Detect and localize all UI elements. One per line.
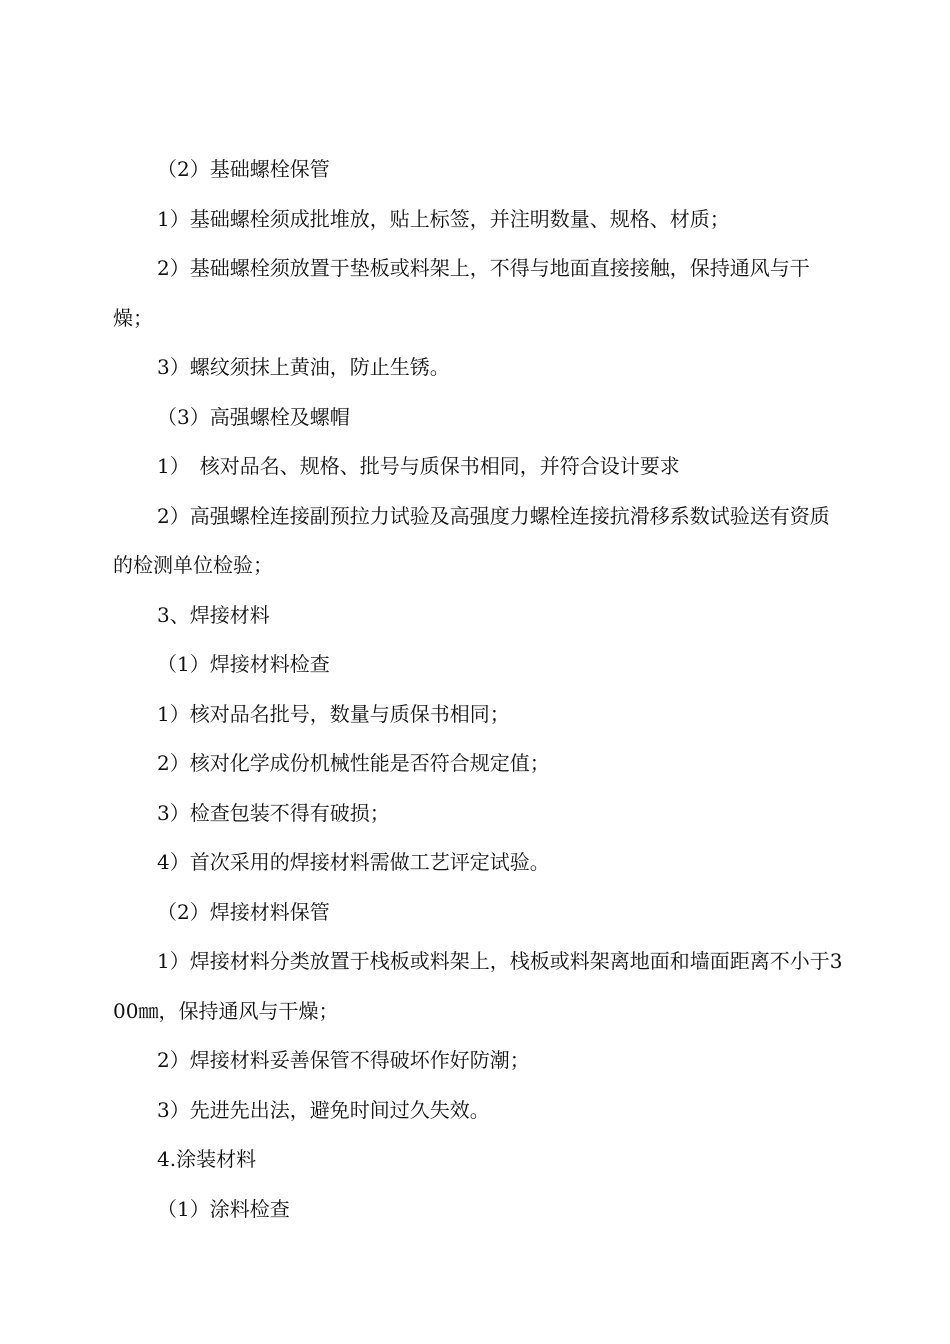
list-item: 1）核对品名批号，数量与质保书相同；: [157, 701, 510, 726]
list-item: 1） 核对品名、规格、批号与质保书相同，并符合设计要求: [157, 454, 680, 478]
list-item: 2）核对化学成份机械性能是否符合规定值；: [157, 751, 550, 775]
list-item: 1）基础螺栓须成批堆放，贴上标签，并注明数量、规格、材质；: [157, 206, 730, 231]
subsection-heading-welding-inspection: （1）焊接材料检查: [157, 652, 330, 676]
subsection-heading-coating-inspection: （1）涂料检查: [157, 1196, 290, 1221]
list-item: 2）基础螺栓须放置于垫板或料架上，不得与地面直接接触，保持通风与干燥；: [113, 256, 810, 330]
list-item: 2）高强螺栓连接副预拉力试验及高强度力螺栓连接抗滑移系数试验送有资质的检测单位检验；: [113, 503, 830, 577]
list-item: 3）螺纹须抹上黄油，防止生锈。: [157, 355, 450, 379]
subsection-heading-welding-storage: （2）焊接材料保管: [157, 899, 330, 924]
list-item: 4）首次采用的焊接材料需做工艺评定试验。: [157, 850, 550, 874]
subsection-heading-high-strength-bolts: （3）高强螺栓及螺帽: [157, 404, 350, 429]
list-item: 3）先进先出法，避免时间过久失效。: [157, 1097, 490, 1122]
document-body: [113, 145, 843, 1234]
section-heading-coating-materials: 4.涂装材料: [157, 1147, 257, 1171]
subsection-heading-foundation-bolt-storage: （2）基础螺栓保管: [157, 157, 330, 181]
list-item: 2）焊接材料妥善保管不得破坏作好防潮；: [157, 1048, 530, 1072]
list-item: 3）检查包装不得有破损；: [157, 800, 390, 825]
list-item: 1）焊接材料分类放置于栈板或料架上，栈板或料架离地面和墙面距离不小于300㎜，保持通风与干燥；: [113, 949, 843, 1023]
section-heading-welding-materials: 3、焊接材料: [157, 602, 270, 627]
